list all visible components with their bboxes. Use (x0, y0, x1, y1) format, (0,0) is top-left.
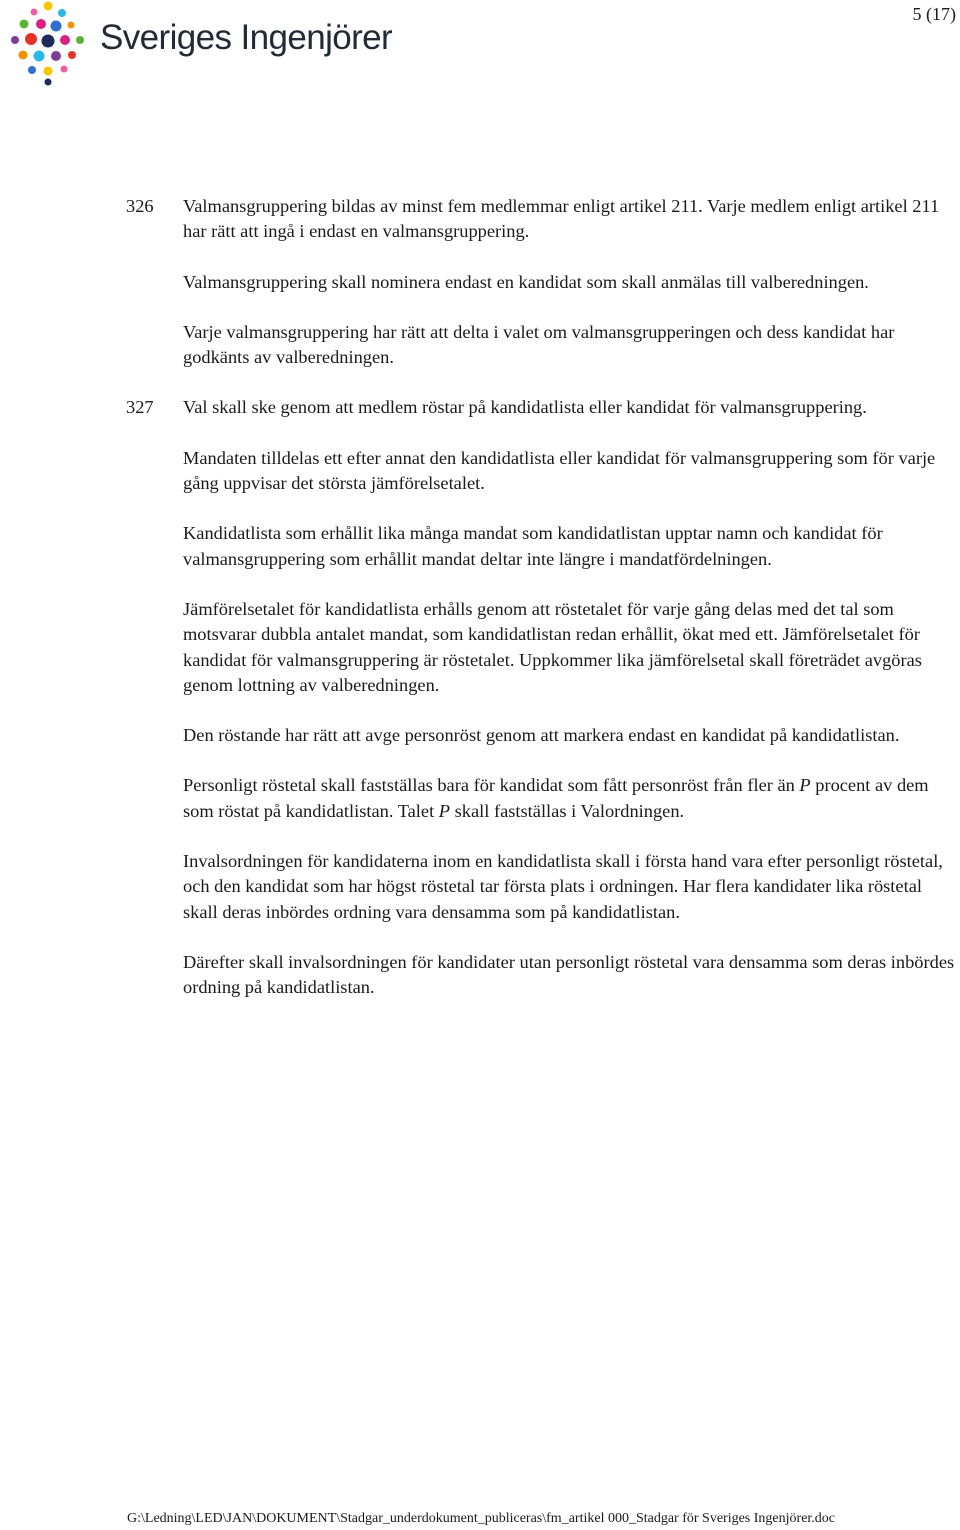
paragraph-text: Därefter skall invalsordningen för kandidater utan personligt röstetal vara densamma som deras inbördes ordning på kandidatlistan. (183, 951, 955, 998)
section-327-paragraph-1 (126, 395, 959, 420)
paragraph-text-part: Personligt röstetal skall fastställas bara för kandidat som fått personröst från fler än (183, 775, 800, 796)
section-327-paragraph-personal-vote (183, 773, 959, 824)
section-327-paragraph-2 (183, 446, 959, 497)
page-number: 5 (17) (912, 4, 956, 24)
section-327-paragraph-8 (183, 950, 959, 1001)
variable-p: P (799, 775, 811, 796)
section-number: 327 (126, 397, 154, 418)
variable-p: P (438, 800, 451, 821)
paragraph-text: Val skall ske genom att medlem röstar på kandidatlista eller kandidat för valmansgruppering. (183, 397, 867, 418)
paragraph-text-part: procent av dem som röstat på kandidatlistan. Talet (183, 775, 929, 821)
footer-file-path: G:\Ledning\LED\JAN\DOKUMENT\Stadgar_underdokument_publiceras\fm_artikel 000_Stadgar för Sveriges Ingenjörer.doc (127, 1511, 836, 1526)
section-number: 326 (126, 196, 154, 216)
section-327-paragraph-3 (183, 521, 959, 572)
document-body (0, 194, 960, 1026)
paragraph-text: Varje valmansgruppering har rätt att delta i valet om valmansgrupperingen och dess kandidat har godkänts av valberedningen. (183, 321, 895, 368)
paragraph-text: Invalsordningen för kandidaterna inom en kandidatlista skall i första hand vara efter personligt röstetal, och den kandidat som har högst röstetal tar första plats i ordningen. Har flera kandidater lika röstetal skall deras inbördes ordning vara densamma som på kandidatlistan. (183, 851, 943, 922)
paragraph-text: Jämförelsetalet för kandidatlista erhålls genom att röstetalet för varje gång delas med det tal som motsvarar dubbla antalet mandat, som kandidatlistan redan erhållit, ökat med ett. Jämförelsetalet för kandidat för valmansgruppering är röstetalet. Uppkommer lika jämförelsetal skall företrädet avgöras genom lottning av valberedningen. (183, 598, 922, 695)
section-326-paragraph-3 (183, 320, 959, 371)
paragraph-text: Kandidatlista som erhållit lika många mandat som kandidatlistan upptar namn och kandidat för valmansgruppering som erhållit mandat deltar inte längre i mandatfördelningen. (183, 523, 883, 569)
section-326-paragraph-2 (183, 270, 959, 295)
logo-dots-icon (4, 0, 96, 86)
paragraph-text: Den röstande har rätt att avge personröst genom att markera endast en kandidat på kandidatlistan. (183, 725, 900, 746)
paragraph-text: Valmansgruppering skall nominera endast en kandidat som skall anmälas till valberedningen. (183, 271, 869, 292)
section-327-paragraph-7 (183, 849, 959, 925)
logo-wordmark: Sveriges Ingenjörer (100, 18, 393, 57)
paragraph-text: Valmansgruppering bildas av minst fem medlemmar enligt artikel 211. Varje medlem enligt artikel 211 har rätt att ingå i endast en valmansgruppering. (183, 196, 940, 242)
paragraph-text: Mandaten tilldelas ett efter annat den kandidatlista eller kandidat för valmansgruppering som för varje gång uppvisar det största jämförelsetalet. (183, 447, 936, 494)
paragraph-text-part: skall fastställas i Valordningen. (450, 800, 685, 821)
section-327-paragraph-4 (183, 597, 959, 698)
section-326-paragraph-1 (126, 194, 959, 245)
section-327-paragraph-5 (183, 723, 959, 748)
organization-logo (4, 0, 404, 86)
